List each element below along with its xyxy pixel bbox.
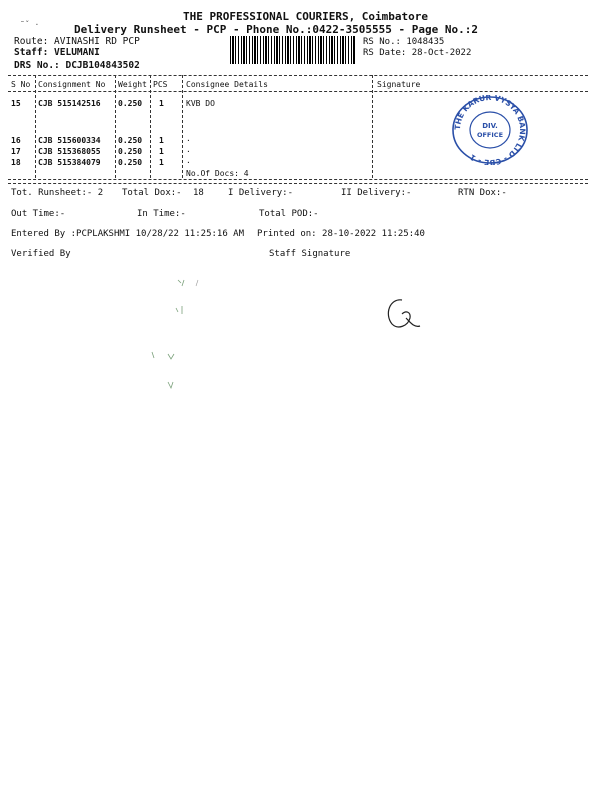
no-of-docs: No.Of Docs: 4 <box>186 169 249 178</box>
col-header-signature: Signature <box>377 80 421 89</box>
bank-stamp <box>450 95 530 165</box>
table-row-sno: 16 <box>11 136 21 145</box>
col-header-sno: S No <box>11 80 31 89</box>
i-delivery: I Delivery:- <box>228 188 294 198</box>
table-row-details: . <box>186 145 191 154</box>
verified-by: Verified By <box>11 249 71 259</box>
table-row-sno: 15 <box>11 99 21 108</box>
rs-date: RS Date: 28-Oct-2022 <box>363 48 472 58</box>
table-row-consignment: CJB 515368055 <box>38 147 101 156</box>
table-row-weight: 0.250 <box>118 158 143 167</box>
table-row-consignment: CJB 515384079 <box>38 158 101 167</box>
table-row-details: KVB DO <box>186 99 215 108</box>
staff-label: Staff: VELUMANI <box>14 47 100 58</box>
in-time: In Time:- <box>137 209 186 219</box>
stamp-center-line1: DIV. <box>482 122 498 130</box>
table-row-pcs: 1 <box>159 136 164 145</box>
table-row-consignment: CJB 515142516 <box>38 99 101 108</box>
rtn-dox: RTN Dox:- <box>458 188 507 198</box>
col-divider <box>35 75 36 178</box>
col-divider <box>182 75 183 178</box>
tot-runsheet: Tot. Runsheet:- 2 <box>11 188 104 198</box>
col-divider <box>150 75 151 178</box>
drs-number: DRS No.: DCJB104843502 <box>14 60 140 71</box>
table-row-weight: 0.250 <box>118 136 143 145</box>
summary-top-rule <box>8 183 588 184</box>
table-header-rule <box>8 91 588 92</box>
col-divider <box>115 75 116 178</box>
stamp-center-line2: OFFICE <box>476 131 504 139</box>
table-row-pcs: 1 <box>159 99 164 108</box>
staff-signature: Staff Signature <box>269 249 351 259</box>
table-top-rule <box>8 75 588 76</box>
total-dox-value: 18 <box>193 188 204 198</box>
table-row-pcs: 1 <box>159 147 164 156</box>
table-row-sno: 18 <box>11 158 21 167</box>
col-header-consignee: Consignee Details <box>186 80 268 89</box>
ii-delivery: II Delivery:- <box>341 188 412 198</box>
col-header-weight: Weight <box>118 80 147 89</box>
table-row-pcs: 1 <box>159 158 164 167</box>
printed-on: Printed on: 28-10-2022 11:25:40 <box>257 229 425 239</box>
table-row-sno: 17 <box>11 147 21 156</box>
stamp-ring-text: THE KARUR VYSYA BANK LTD - CBE - 1 <box>452 95 528 165</box>
company-title: THE PROFESSIONAL COURIERS, Coimbatore <box>183 10 429 23</box>
out-time: Out Time:- <box>11 209 66 219</box>
scribble-mark: ˜ˇ · <box>20 20 40 29</box>
total-pod: Total POD:- <box>259 209 319 219</box>
table-row-consignment: CJB 515600334 <box>38 136 101 145</box>
entered-by: Entered By :PCPLAKSHMI 10/28/22 11:25:16 AM <box>11 229 244 239</box>
total-dox-label: Total Dox:- <box>122 188 182 198</box>
runsheet-subtitle: Delivery Runsheet - PCP - Phone No.:0422-3505555 - Page No.:2 <box>74 23 478 36</box>
rs-number: RS No.: 1048435 <box>363 37 445 47</box>
col-header-consignment: Consignment No <box>38 80 106 89</box>
table-row-weight: 0.250 <box>118 147 143 156</box>
col-divider <box>372 75 373 178</box>
table-bottom-rule <box>8 179 588 180</box>
col-header-pcs: PCS <box>153 80 168 89</box>
barcode <box>230 36 355 64</box>
table-row-details: . <box>186 134 191 143</box>
route-label: Route: AVINASHI RD PCP <box>14 36 140 47</box>
faint-pencil-marks <box>140 270 200 400</box>
staff-signature-mark <box>380 292 425 337</box>
table-row-details: . <box>186 156 191 165</box>
table-row-weight: 0.250 <box>118 99 143 108</box>
